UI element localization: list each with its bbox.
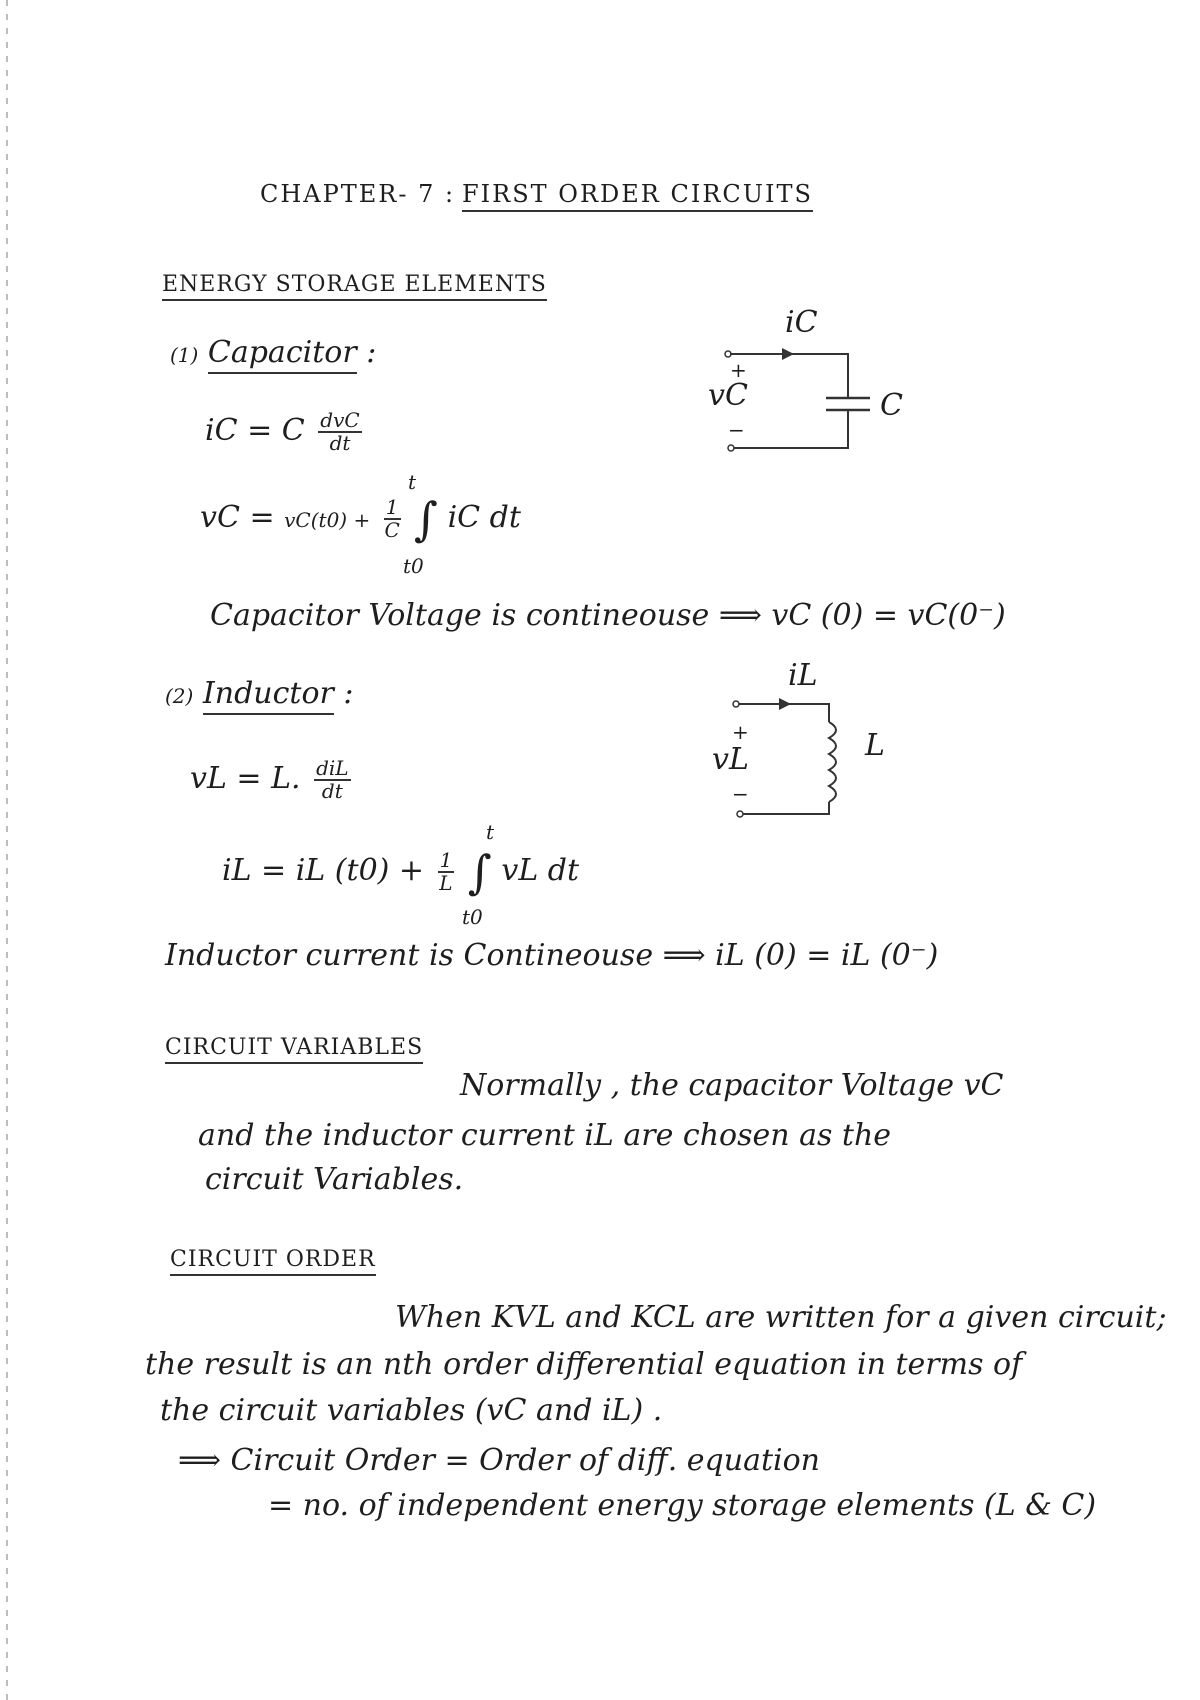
order-line-3: the circuit variables (vC and iL) . bbox=[160, 1393, 663, 1428]
capacitor-voltage-equation bbox=[200, 492, 521, 546]
cap-eq1-den: dt bbox=[329, 431, 351, 455]
ind-coil bbox=[829, 722, 836, 802]
chapter-title: FIRST ORDER CIRCUITS bbox=[462, 180, 813, 212]
capacitor-colon: : bbox=[366, 335, 377, 370]
ind-diagram-voltage: vL bbox=[712, 742, 749, 777]
cap-diagram-minus: − bbox=[728, 418, 745, 442]
order-line-2: the result is an nth order differential equation in terms of bbox=[145, 1347, 1023, 1382]
cap-integral-sign: ∫ bbox=[414, 492, 439, 546]
ind-eq2-mid: iL (t0) + bbox=[295, 853, 425, 888]
inductor-voltage-equation bbox=[190, 758, 355, 802]
cap-bottom-wire bbox=[734, 410, 848, 448]
ind-integral-lower: t0 bbox=[462, 905, 483, 929]
capacitor-continuity: Capacitor Voltage is contineouse ⟹ vC (0) = vC(0⁻) bbox=[210, 598, 1006, 633]
inductor-colon: : bbox=[343, 676, 354, 711]
capacitor-label bbox=[170, 335, 376, 370]
ind-eq2-fden: L bbox=[439, 871, 453, 895]
variables-line-3: circuit Variables. bbox=[205, 1162, 464, 1197]
cap-eq2-fden: C bbox=[384, 518, 400, 542]
cap-diagram-element: C bbox=[880, 388, 903, 423]
capacitor-title: Capacitor bbox=[208, 335, 357, 374]
order-line-5: = no. of independent energy storage elements (L & C) bbox=[268, 1488, 1097, 1523]
cap-eq2-mid: vC(t0) + bbox=[284, 508, 371, 532]
scan-edge bbox=[6, 0, 8, 1700]
ind-terminal-bottom bbox=[737, 811, 743, 817]
ind-integral-upper: t bbox=[486, 820, 495, 844]
cap-eq1-fraction bbox=[318, 410, 361, 454]
cap-eq2-rhs: iC dt bbox=[447, 500, 521, 535]
cap-diagram-plus: + bbox=[730, 358, 747, 382]
inductor-title: Inductor bbox=[203, 676, 334, 715]
cap-eq2-lhs: vC = bbox=[200, 500, 275, 535]
circuit-order-heading: CIRCUIT ORDER bbox=[170, 1247, 376, 1276]
ind-diagram-current: iL bbox=[788, 658, 818, 693]
order-line-4: ⟹ Circuit Order = Order of diff. equation bbox=[178, 1443, 820, 1478]
ind-eq1-num: diL bbox=[316, 756, 349, 780]
capacitor-current-equation bbox=[205, 410, 366, 454]
variables-line-1: Normally , the capacitor Voltage vC bbox=[460, 1068, 1004, 1103]
ind-eq2-fraction bbox=[438, 850, 455, 894]
inductor-continuity: Inductor current is Contineouse ⟹ iL (0) = iL (0⁻) bbox=[165, 938, 939, 973]
inductor-number: (2) bbox=[165, 684, 194, 708]
ind-eq1-lhs: vL = L. bbox=[190, 761, 301, 796]
energy-storage-heading: ENERGY STORAGE ELEMENTS bbox=[162, 272, 547, 301]
cap-diagram-current: iC bbox=[785, 305, 818, 340]
cap-eq2-fraction bbox=[384, 497, 401, 541]
cap-integral-lower: t0 bbox=[403, 554, 424, 578]
inductor-current-equation bbox=[222, 845, 579, 899]
cap-integral-upper: t bbox=[408, 470, 417, 494]
cap-eq1-lhs: iC = bbox=[205, 413, 273, 448]
ind-diagram-minus: − bbox=[732, 782, 749, 806]
ind-current-arrow-icon bbox=[779, 698, 791, 710]
ind-eq2-fnum: 1 bbox=[439, 848, 453, 872]
cap-eq1-num: dvC bbox=[320, 408, 360, 432]
order-line-1: When KVL and KCL are written for a given circuit; bbox=[395, 1300, 1167, 1335]
inductor-circuit-diagram bbox=[725, 690, 925, 830]
ind-eq1-den: dt bbox=[321, 779, 343, 803]
ind-eq2-lhs: iL = bbox=[222, 853, 287, 888]
cap-eq1-c: C bbox=[281, 413, 305, 448]
ind-eq2-rhs: vL dt bbox=[501, 853, 580, 888]
ind-diagram-element: L bbox=[865, 728, 885, 763]
chapter-prefix: CHAPTER- 7 : bbox=[260, 180, 456, 208]
circuit-variables-heading: CIRCUIT VARIABLES bbox=[165, 1035, 423, 1064]
ind-integral-sign: ∫ bbox=[467, 845, 492, 899]
ind-diagram-plus: + bbox=[732, 720, 749, 744]
ind-terminal-top bbox=[733, 701, 739, 707]
cap-eq2-fnum: 1 bbox=[385, 495, 399, 519]
ind-bottom-wire bbox=[743, 802, 829, 814]
cap-diagram-voltage: vC bbox=[708, 378, 748, 413]
ind-eq1-fraction bbox=[314, 758, 350, 802]
variables-line-2: and the inductor current iL are chosen as the bbox=[198, 1118, 892, 1153]
cap-terminal-bottom bbox=[728, 445, 734, 451]
cap-current-arrow-icon bbox=[782, 348, 794, 360]
capacitor-number: (1) bbox=[170, 343, 199, 367]
inductor-label bbox=[165, 676, 354, 711]
